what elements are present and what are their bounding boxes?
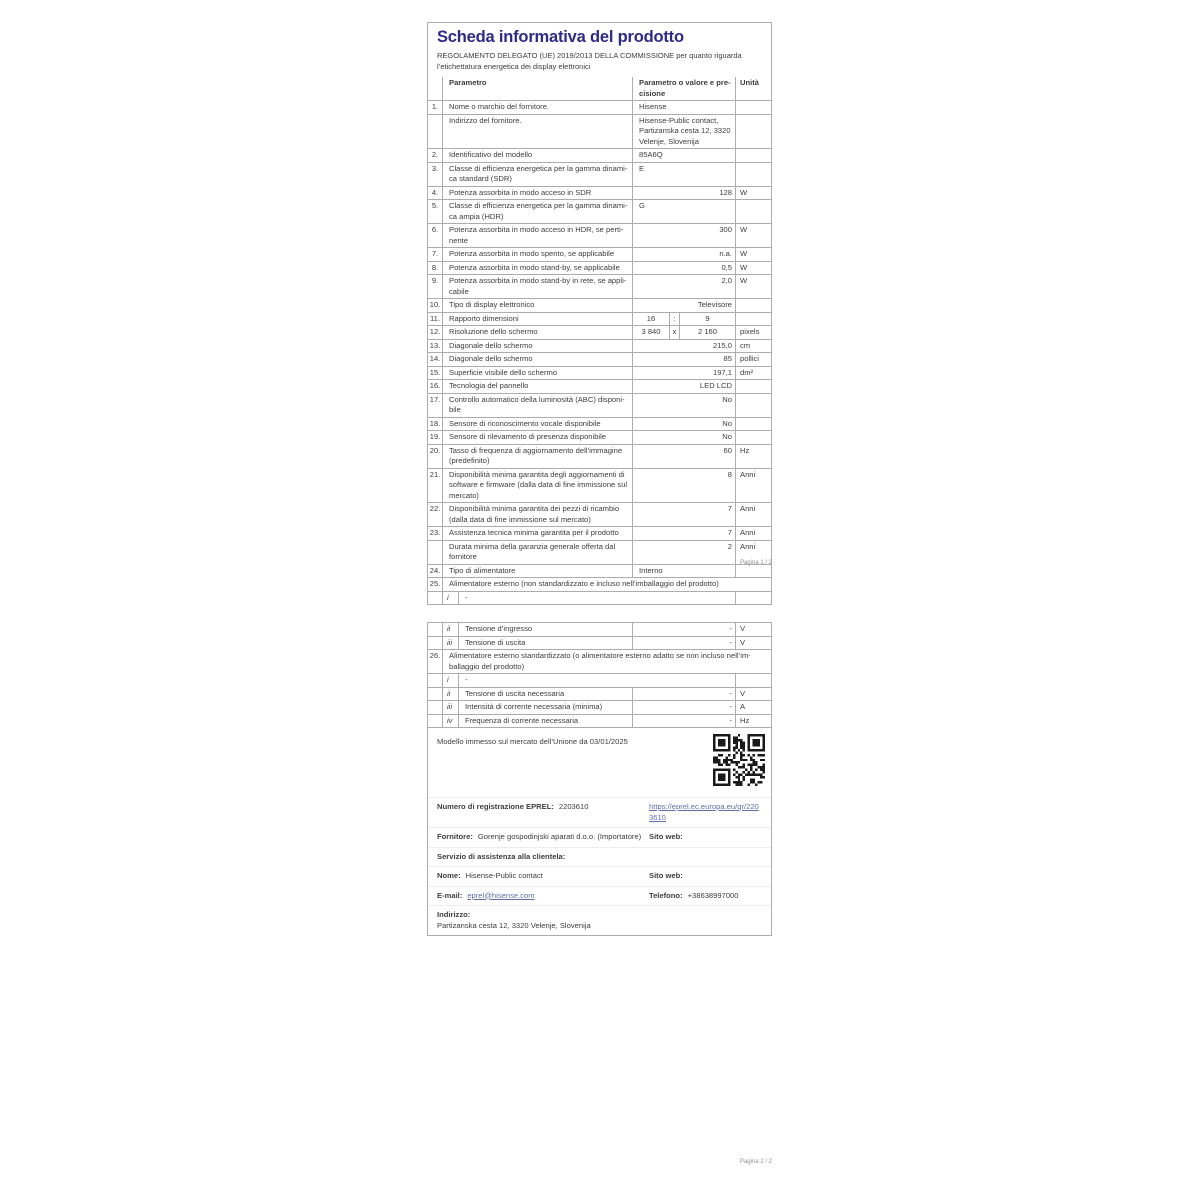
param-cell: Diagonale dello schermo: [443, 353, 633, 366]
value-cell: 128: [633, 187, 736, 200]
page-2-table-box: [427, 622, 772, 728]
param-cell: Potenza assorbita in modo spento, se applicabile: [443, 248, 633, 261]
value-dash-cell: -: [459, 674, 736, 687]
unit-cell: Anni: [740, 541, 756, 551]
service-heading: Servizio di assistenza alla clientela:: [437, 851, 566, 861]
unit-cell: Anni: [740, 528, 756, 537]
param-cell: Intensità di corrente necessaria (minima): [459, 701, 633, 714]
unit-cell: dm²: [740, 367, 754, 377]
header-param: Parametro: [443, 77, 633, 100]
sub-index-cell: i: [443, 674, 459, 687]
value-cell: 8: [633, 469, 736, 503]
table-row: [428, 366, 771, 380]
value-cell: 7: [633, 527, 736, 540]
sub-index-cell: ii: [443, 623, 459, 636]
regulation-subtitle: REGOLAMENTO DELEGATO (UE) 2019/2013 DELLA COMMISSIONE per quanto riguarda l’etichettatura energetica dei display elettronici: [437, 51, 742, 71]
table-row: [428, 714, 771, 728]
param-cell: Tensione di uscita necessaria: [459, 688, 633, 701]
value-cell: 60: [633, 445, 736, 468]
value-cell: G: [633, 200, 736, 223]
row-number: 3.: [428, 163, 443, 186]
value-cell: 85A6Q: [633, 149, 736, 162]
phone-value: +38638997000: [687, 890, 739, 900]
address-label: Indirizzo:: [437, 910, 471, 919]
value-separator-cell: :: [670, 313, 680, 326]
table-row: [428, 430, 771, 444]
row-number: [428, 674, 443, 687]
table-row: [428, 114, 771, 149]
unit-cell: Hz: [740, 445, 750, 455]
row-number: 7.: [428, 248, 443, 261]
unit-cell: W: [740, 225, 748, 234]
param-cell: Disponibilità minima garantita degli aggiornamenti di software e firmware (dalla data di fine immissione sul mercato): [443, 469, 633, 503]
product-table-page2: [428, 623, 771, 727]
table-row: [428, 223, 771, 247]
value-cell: Hisense: [633, 101, 736, 114]
row-number: 1.: [428, 101, 443, 114]
table-row: [428, 261, 771, 275]
row-number: [428, 592, 443, 605]
row-number: [428, 623, 443, 636]
param-cell: Tasso di frequenza di aggiornamento dell’immagine (predefinito): [443, 445, 633, 468]
name-label: Nome:: [437, 871, 461, 880]
value-dash-cell: -: [459, 592, 736, 605]
value-cell: 0,5: [633, 262, 736, 275]
unit-cell: Hz: [740, 715, 750, 725]
unit-cell: V: [740, 637, 746, 647]
param-cell: Tipo di display elettronico: [443, 299, 633, 312]
unit-cell: [736, 380, 771, 393]
value-cell: 2: [633, 541, 736, 564]
name-row: [428, 866, 771, 886]
unit-cell: [736, 418, 771, 431]
supplier-value: Gorenje gospodinjski aparati d.o.o. (Importatore): [477, 832, 642, 841]
address-row: [428, 905, 771, 935]
registration-info-box: [427, 727, 772, 936]
supplier-row: [428, 827, 771, 847]
table-row: [428, 298, 771, 312]
table-row: [428, 673, 771, 687]
value-cell: Hisense-Public contact, Partizanska cesta 12, 3320 Velenje, Slovenija: [633, 115, 736, 149]
row-number: 2.: [428, 149, 443, 162]
param-cell: Sensore di rilevamento di presenza disponibile: [443, 431, 633, 444]
eprel-row: [428, 797, 771, 827]
value-cell: -: [633, 623, 736, 636]
table-row: [428, 687, 771, 701]
row-number: 11.: [428, 313, 443, 326]
table-row: [428, 352, 771, 366]
row-number: [428, 701, 443, 714]
website-label-1: Sito web:: [649, 832, 683, 841]
unit-cell: [736, 431, 771, 444]
value-cell: Interno: [633, 565, 736, 578]
value-cell: 85: [633, 353, 736, 366]
unit-cell: [736, 149, 771, 162]
name-value: Hisense-Public contact: [465, 871, 543, 880]
table-row: [428, 468, 771, 503]
market-date-text: Modello immesso sul mercato dell’Unione da 03/01/2025: [437, 737, 628, 746]
email-row: [428, 886, 771, 906]
param-cell: Identificativo del modello: [443, 149, 633, 162]
unit-cell: [736, 394, 771, 417]
sub-index-cell: i: [443, 592, 459, 605]
unit-cell: W: [740, 187, 748, 197]
value-cell: -: [633, 637, 736, 650]
unit-cell: A: [740, 702, 746, 711]
unit-cell: [736, 200, 771, 223]
eprel-number: 2203610: [558, 802, 589, 811]
page-title: Scheda informativa del prodotto: [437, 28, 684, 46]
table-row: [428, 186, 771, 200]
table-row: [428, 577, 771, 591]
table-header-row: [428, 77, 771, 100]
row-number: 21.: [428, 469, 443, 503]
row-number: 17.: [428, 394, 443, 417]
unit-cell: [736, 163, 771, 186]
sub-index-cell: iv: [443, 715, 459, 728]
table-row: [428, 274, 771, 298]
sub-index-cell: iii: [443, 701, 459, 714]
table-row: [428, 379, 771, 393]
email-label: E-mail:: [437, 890, 463, 900]
header-unit: Unità: [740, 78, 759, 87]
table-row: [428, 325, 771, 339]
value-left-cell: 3 840: [633, 326, 670, 339]
row-number: 8.: [428, 262, 443, 275]
row-number: 16.: [428, 380, 443, 393]
unit-cell: [736, 299, 771, 312]
row-number: 5.: [428, 200, 443, 223]
value-right-cell: 2 160: [680, 326, 736, 339]
row-number: [428, 688, 443, 701]
website-label-2: Sito web:: [649, 871, 683, 880]
unit-cell: pixels: [740, 327, 760, 336]
row-number: 23.: [428, 527, 443, 540]
param-cell: Potenza assorbita in modo acceso in SDR: [443, 187, 633, 200]
value-cell: -: [633, 688, 736, 701]
header-value: Parametro o valore e precisione: [633, 77, 736, 100]
row-number: 10.: [428, 299, 443, 312]
row-number: 26.: [428, 650, 443, 673]
value-right-cell: 9: [680, 313, 736, 326]
param-cell: Disponibilità minima garantita dei pezzi di ricambio (dalla data di fine immissione sul mercato): [443, 503, 633, 526]
value-cell: No: [633, 431, 736, 444]
address-value: Partizanska cesta 12, 3320 Velenje, Slovenija: [437, 920, 591, 930]
param-cell: Potenza assorbita in modo stand-by, se applicabile: [443, 262, 633, 275]
param-cell: Tipo di alimentatore: [443, 565, 633, 578]
value-cell: E: [633, 163, 736, 186]
param-cell: Classe di efficienza energetica per la gamma dinamica standard (SDR): [443, 163, 633, 186]
row-number: 24.: [428, 565, 443, 578]
unit-cell: [736, 115, 771, 149]
table-row: [428, 199, 771, 223]
service-heading-row: [428, 847, 771, 867]
eprel-label: Numero di registrazione EPREL:: [437, 802, 554, 811]
value-cell: -: [633, 715, 736, 728]
table-row: [428, 312, 771, 326]
sub-index-cell: ii: [443, 688, 459, 701]
value-cell: -: [633, 701, 736, 714]
page-1: [427, 22, 772, 605]
unit-cell: [736, 592, 771, 605]
unit-cell: pollici: [740, 354, 759, 363]
value-cell: n.a.: [633, 248, 736, 261]
unit-cell: cm: [740, 340, 751, 350]
row-number: [428, 637, 443, 650]
row-number: [428, 115, 443, 149]
page-1-footer: Pagina 1 / 2: [739, 560, 772, 566]
table-row: [428, 417, 771, 431]
unit-cell: W: [740, 276, 748, 285]
param-cell: Nome o marchio del fornitore.: [443, 101, 633, 114]
sub-index-cell: iii: [443, 637, 459, 650]
table-row: [428, 591, 771, 605]
qr-code-icon: [713, 734, 765, 786]
param-cell: Indirizzo del fornitore.: [443, 115, 633, 149]
unit-cell: [736, 101, 771, 114]
table-row: [428, 393, 771, 417]
param-cell: Tensione di uscita: [459, 637, 633, 650]
row-number: 18.: [428, 418, 443, 431]
value-cell: 197,1: [633, 367, 736, 380]
row-number: 12.: [428, 326, 443, 339]
param-cell: Tecnologia del pannello: [443, 380, 633, 393]
value-cell: LED LCD: [633, 380, 736, 393]
param-cell: Controllo automatico della luminosità (ABC) disponibile: [443, 394, 633, 417]
row-number: [428, 715, 443, 728]
param-cell: Classe di efficienza energetica per la gamma dinamica ampia (HDR): [443, 200, 633, 223]
param-cell: Risoluzione dello schermo: [443, 326, 633, 339]
unit-cell: Anni: [740, 504, 756, 513]
value-cell: 7: [633, 503, 736, 526]
table-row: [428, 502, 771, 526]
param-cell: Diagonale dello schermo: [443, 340, 633, 353]
unit-cell: W: [740, 262, 748, 272]
row-number: 14.: [428, 353, 443, 366]
row-number: 13.: [428, 340, 443, 353]
unit-cell: [736, 313, 771, 326]
param-cell: Potenza assorbita in modo acceso in HDR, se pertinente: [443, 224, 633, 247]
row-number: 15.: [428, 367, 443, 380]
param-cell: Frequenza di corrente necessaria: [459, 715, 633, 728]
param-cell: Superficie visibile dello schermo: [443, 367, 633, 380]
value-cell: No: [633, 418, 736, 431]
value-cell: 2,0: [633, 275, 736, 298]
param-cell: Sensore di riconoscimento vocale disponibile: [443, 418, 633, 431]
table-row: [428, 526, 771, 540]
value-cell: No: [633, 394, 736, 417]
product-table-page1: [428, 77, 771, 604]
unit-cell: V: [740, 688, 746, 698]
row-number: 9.: [428, 275, 443, 298]
page-2-footer: Pagina 2 / 2: [739, 1159, 772, 1165]
table-row: [428, 247, 771, 261]
row-number: 25.: [428, 578, 443, 591]
table-row: [428, 649, 771, 673]
eprel-link[interactable]: https://eprel.ec.europa.eu/qr/2203610: [649, 802, 759, 822]
row-number: 6.: [428, 224, 443, 247]
table-row: [428, 700, 771, 714]
param-cell: Potenza assorbita in modo stand-by in rete, se applicabile: [443, 275, 633, 298]
table-row: [428, 339, 771, 353]
table-row: [428, 148, 771, 162]
row-number: 4.: [428, 187, 443, 200]
param-cell: Assistenza tecnica minima garantita per il prodotto: [443, 527, 633, 540]
row-number: 19.: [428, 431, 443, 444]
table-row: [428, 100, 771, 114]
row-number: [428, 541, 443, 564]
param-cell: Rapporto dimensioni: [443, 313, 633, 326]
value-cell: Televisore: [633, 299, 736, 312]
row-number: 20.: [428, 445, 443, 468]
table-row: [428, 444, 771, 468]
param-span-cell: Alimentatore esterno (non standardizzato e incluso nell’imballaggio del prodotto): [449, 579, 719, 588]
unit-cell: [736, 674, 771, 687]
value-cell: 300: [633, 224, 736, 247]
unit-cell: V: [740, 624, 746, 633]
title-block: [428, 23, 771, 77]
table-row: [428, 623, 771, 636]
header-num: [428, 77, 443, 100]
param-cell: Tensione d’ingresso: [459, 623, 633, 636]
table-row: [428, 162, 771, 186]
value-cell: 215,0: [633, 340, 736, 353]
table-row: [428, 636, 771, 650]
row-number: 22.: [428, 503, 443, 526]
unit-cell: [736, 565, 771, 578]
param-cell: Durata minima della garanzia generale offerta dal fornitore: [443, 541, 633, 564]
param-span-cell: Alimentatore esterno standardizzato (o alimentatore esterno adatto se non incluso nell’imballaggio del prodotto): [449, 651, 751, 671]
value-separator-cell: x: [670, 326, 680, 339]
email-link[interactable]: eprel@hisense.com: [467, 890, 535, 900]
market-date-row: [428, 728, 771, 797]
phone-label: Telefono:: [649, 890, 683, 900]
unit-cell: W: [740, 249, 748, 258]
unit-cell: Anni: [740, 469, 756, 479]
value-left-cell: 16: [633, 313, 670, 326]
supplier-label: Fornitore:: [437, 832, 473, 841]
